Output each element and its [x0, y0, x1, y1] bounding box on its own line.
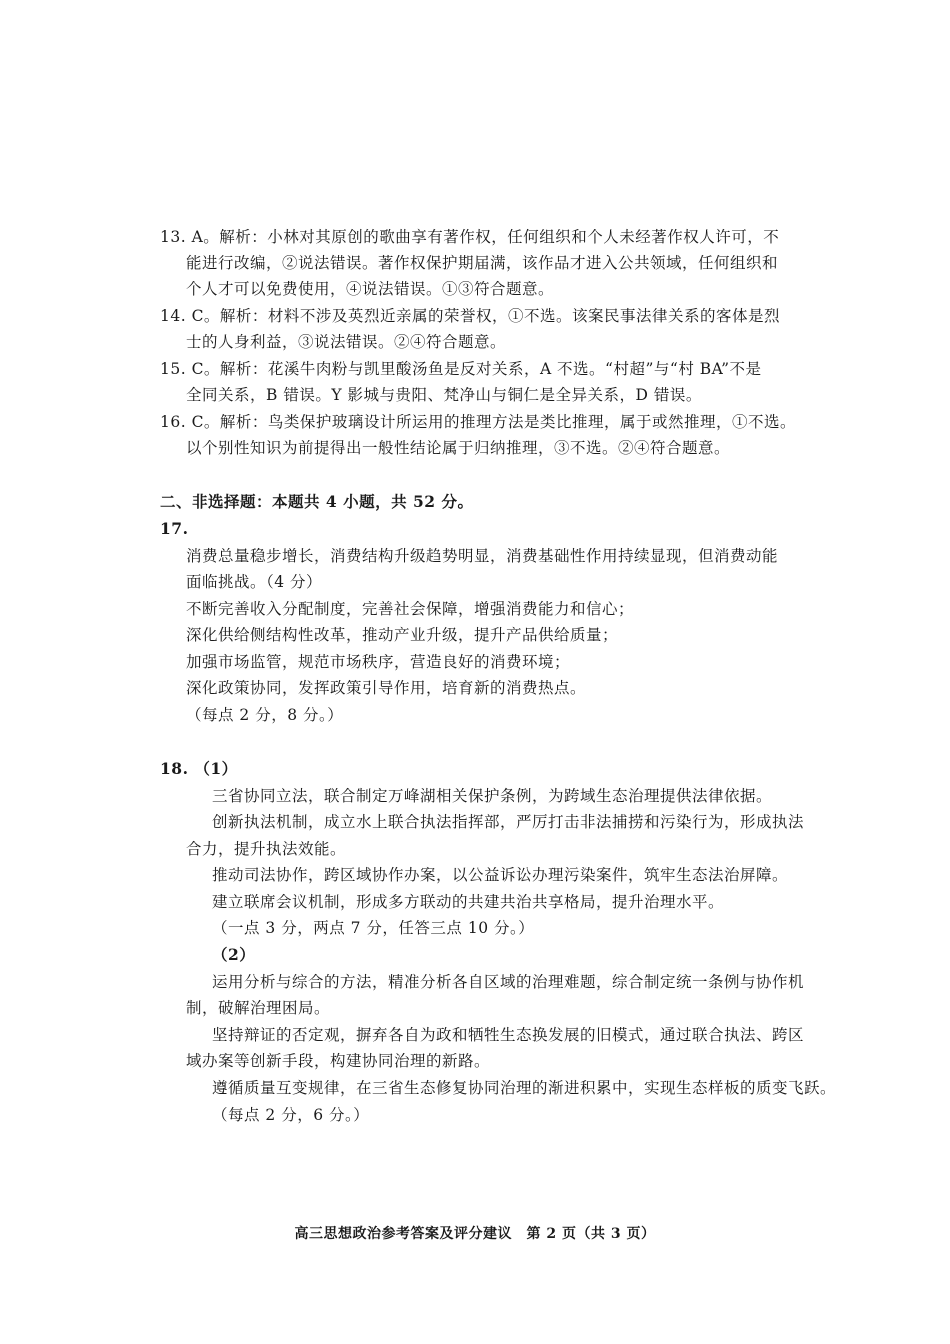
q18-part2-line-1: 运用分析与综合的方法，精准分析各自区域的治理难题，综合制定统一条例与协作机 — [212, 973, 805, 991]
answer-14-line-2: 士的人身利益，③说法错误。②④符合题意。 — [186, 333, 507, 351]
q18-part1-line-3: 合力，提升执法效能。 — [186, 840, 347, 858]
q18-part2-scoring-note: （每点 2 分，6 分。） — [212, 1106, 370, 1124]
q17-line-4: 深化供给侧结构性改革，推动产业升级，提升产品供给质量； — [186, 626, 619, 644]
question-17-number: 17. — [160, 519, 189, 538]
q18-part2-line-4: 域办案等创新手段，构建协同治理的新路。 — [186, 1052, 491, 1070]
q18-part1-line-5: 建立联席会议机制，形成多方联动的共建共治共享格局，提升治理水平。 — [212, 893, 725, 911]
q17-line-3: 不断完善收入分配制度，完善社会保障，增强消费能力和信心； — [186, 600, 635, 618]
q17-line-5: 加强市场监管，规范市场秩序，营造良好的消费环境； — [186, 653, 571, 671]
answer-13-line-1: 13. A。解析：小林对其原创的歌曲享有著作权，任何组织和个人未经著作权人许可，不 — [160, 228, 780, 246]
q18-part1-line-4: 推动司法协作，跨区域协作办案，以公益诉讼办理污染案件，筑牢生态法治屏障。 — [212, 866, 789, 884]
q17-line-6: 深化政策协同，发挥政策引导作用，培育新的消费热点。 — [186, 679, 587, 697]
page-footer: 高三思想政治参考答案及评分建议 第 2 页（共 3 页） — [294, 1226, 656, 1242]
q18-part2-label: （2） — [212, 945, 256, 964]
answer-13-line-2: 能进行改编，②说法错误。著作权保护期届满，该作品才进入公共领域，任何组织和 — [186, 254, 779, 272]
q17-line-1: 消费总量稳步增长，消费结构升级趋势明显，消费基础性作用持续显现，但消费动能 — [186, 547, 779, 565]
answer-16-line-2: 以个别性知识为前提得出一般性结论属于归纳推理，③不选。②④符合题意。 — [186, 439, 731, 457]
q18-part1-line-1: 三省协同立法，联合制定万峰湖相关保护条例，为跨域生态治理提供法律依据。 — [212, 787, 773, 805]
q18-part2-line-5: 遵循质量互变规律，在三省生态修复协同治理的渐进积累中，实现生态样板的质变飞跃。 — [212, 1079, 837, 1097]
answer-14-line-1: 14. C。解析：材料不涉及英烈近亲属的荣誉权，①不选。该案民事法律关系的客体是烈 — [160, 307, 780, 325]
q17-line-2: 面临挑战。（4 分） — [186, 573, 323, 591]
q17-scoring-note: （每点 2 分，8 分。） — [186, 706, 344, 724]
q18-part2-line-3: 坚持辩证的否定观，摒弃各自为政和牺牲生态换发展的旧模式，通过联合执法、跨区 — [212, 1026, 805, 1044]
answer-16-line-1: 16. C。解析：鸟类保护玻璃设计所运用的推理方法是类比推理，属于或然推理，①不选。 — [160, 413, 796, 431]
section-2-heading: 二、非选择题：本题共 4 小题，共 52 分。 — [160, 492, 474, 511]
q18-part1-scoring-note: （一点 3 分，两点 7 分，任答三点 10 分。） — [212, 919, 535, 937]
answer-15-line-1: 15. C。解析：花溪牛肉粉与凯里酸汤鱼是反对关系，A 不选。“村超”与“村 BA”不是 — [160, 360, 762, 378]
answer-15-line-2: 全同关系，B 错误。Y 影城与贵阳、梵净山与铜仁是全异关系，D 错误。 — [186, 386, 702, 404]
q18-part2-line-2: 制，破解治理困局。 — [186, 999, 331, 1017]
q18-part1-line-2: 创新执法机制，成立水上联合执法指挥部，严厉打击非法捕捞和污染行为，形成执法 — [212, 813, 805, 831]
answer-13-line-3: 个人才可以免费使用，④说法错误。①③符合题意。 — [186, 280, 555, 298]
question-18-number: 18. （1） — [160, 759, 238, 778]
